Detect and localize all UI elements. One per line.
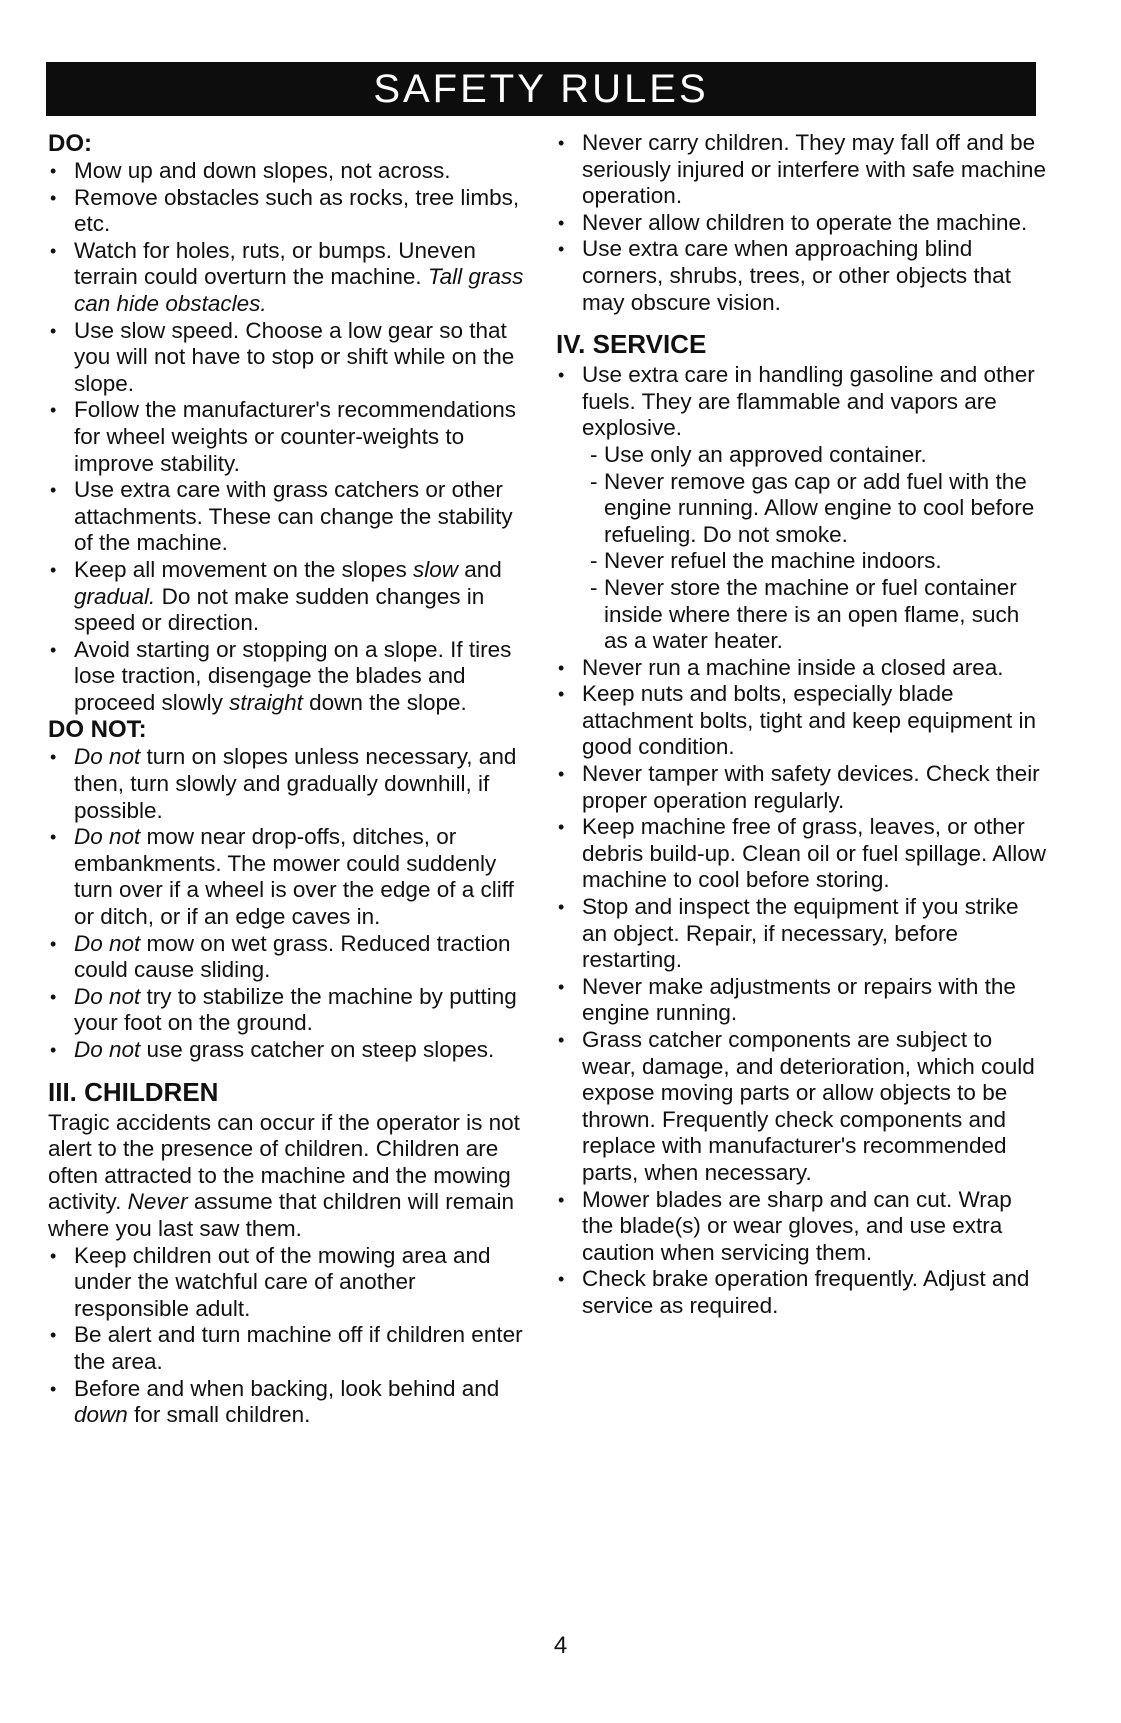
list-item: • Stop and inspect the equipment if you strike an object. Repair, if necessary, before restarting. xyxy=(556,894,1046,974)
page-title-banner xyxy=(46,62,1036,116)
list-item: • Do not try to stabilize the machine by putting your foot on the ground. xyxy=(48,984,536,1037)
children-list xyxy=(48,1243,536,1429)
do-heading: DO: xyxy=(48,130,92,157)
page-title: SAFETY RULES xyxy=(373,66,709,111)
list-item: • Do not mow near drop-offs, ditches, or embankments. The mower could suddenly turn over if a wheel is over the edge of a cliff or ditch, or if an edge caves in. xyxy=(48,824,536,930)
sub-list-item: - Never remove gas cap or add fuel with the engine running. Allow engine to cool before refueling. Do not smoke. xyxy=(582,469,1046,549)
list-item: • Check brake operation frequently. Adjust and service as required. xyxy=(556,1266,1046,1319)
page-number: 4 xyxy=(553,1632,568,1659)
list-item: • Use extra care in handling gasoline and other fuels. They are flammable and vapors are explosive. - Use only an approved container. - Never remove gas cap or add fuel with the engine running. Allow engine to cool before refueling. Do not smoke. - Never refuel the machine indoors. - Never store the machine or fuel container inside where there is an open flame, such as a water heater. xyxy=(556,362,1046,655)
list-item: • Be alert and turn machine off if children enter the area. xyxy=(48,1322,536,1375)
list-item: • Do not mow on wet grass. Reduced traction could cause sliding. xyxy=(48,931,536,984)
list-item: • Watch for holes, ruts, or bumps. Uneven terrain could overturn the machine. Tall grass can hide obstacles. xyxy=(48,238,536,318)
list-item: • Never run a machine inside a closed area. xyxy=(556,655,1046,682)
list-item: • Never allow children to operate the machine. xyxy=(556,210,1046,237)
list-item: • Use extra care with grass catchers or other attachments. These can change the stability of the machine. xyxy=(48,477,536,557)
list-item: • Follow the manufacturer's recommendations for wheel weights or counter-weights to improve stability. xyxy=(48,397,536,477)
list-item: • Never carry children. They may fall off and be seriously injured or interfere with safe machine operation. xyxy=(556,130,1046,210)
list-item: • Keep nuts and bolts, especially blade attachment bolts, tight and keep equipment in good condition. xyxy=(556,681,1046,761)
list-item: • Do not turn on slopes unless necessary, and then, turn slowly and gradually downhill, if possible. xyxy=(48,744,536,824)
sub-list-item: - Never store the machine or fuel container inside where there is an open flame, such as a water heater. xyxy=(582,575,1046,655)
list-item: • Keep all movement on the slopes slow and gradual. Do not make sudden changes in speed or direction. xyxy=(48,557,536,637)
list-item: • Use extra care when approaching blind corners, shrubs, trees, or other objects that may obscure vision. xyxy=(556,236,1046,316)
left-column xyxy=(48,130,536,1429)
list-item: • Remove obstacles such as rocks, tree limbs, etc. xyxy=(48,185,536,238)
list-item: • Never make adjustments or repairs with the engine running. xyxy=(556,974,1046,1027)
list-item: • Before and when backing, look behind and down for small children. xyxy=(48,1376,536,1429)
list-item: • Do not use grass catcher on steep slopes. xyxy=(48,1037,536,1064)
service-heading: IV. SERVICE xyxy=(556,329,707,360)
do-not-list xyxy=(48,744,536,1063)
sub-list-item: - Never refuel the machine indoors. xyxy=(582,548,1046,575)
do-not-heading: DO NOT: xyxy=(48,716,147,744)
children-heading: III. CHILDREN xyxy=(48,1076,219,1107)
list-item: • Mower blades are sharp and can cut. Wrap the blade(s) or wear gloves, and use extra caution when servicing them. xyxy=(556,1187,1046,1267)
right-column xyxy=(556,130,1046,1320)
fuel-sub-list xyxy=(582,442,1046,655)
children-intro: Tragic accidents can occur if the operator is not alert to the presence of children. Children are often attracted to the machine and the mowing activity. Never assume that children will remain where you last saw them. xyxy=(48,1109,520,1241)
list-item: • Use slow speed. Choose a low gear so that you will not have to stop or shift while on the slope. xyxy=(48,318,536,398)
list-item: • Mow up and down slopes, not across. xyxy=(48,158,536,185)
do-list xyxy=(48,158,536,716)
list-item: • Avoid starting or stopping on a slope. If tires lose traction, disengage the blades and proceed slowly straight down the slope. xyxy=(48,637,536,717)
list-item: • Never tamper with safety devices. Check their proper operation regularly. xyxy=(556,761,1046,814)
list-item: • Keep machine free of grass, leaves, or other debris build-up. Clean oil or fuel spillage. Allow machine to cool before storing. xyxy=(556,814,1046,894)
list-item: • Keep children out of the mowing area and under the watchful care of another responsible adult. xyxy=(48,1243,536,1323)
sub-list-item: - Use only an approved container. xyxy=(582,442,1046,469)
children-list-continued xyxy=(556,130,1046,316)
service-list xyxy=(556,362,1046,1319)
list-item: • Grass catcher components are subject to wear, damage, and deterioration, which could expose moving parts or allow objects to be thrown. Frequently check components and replace with manufacturer's recommended parts, when necessary. xyxy=(556,1027,1046,1187)
